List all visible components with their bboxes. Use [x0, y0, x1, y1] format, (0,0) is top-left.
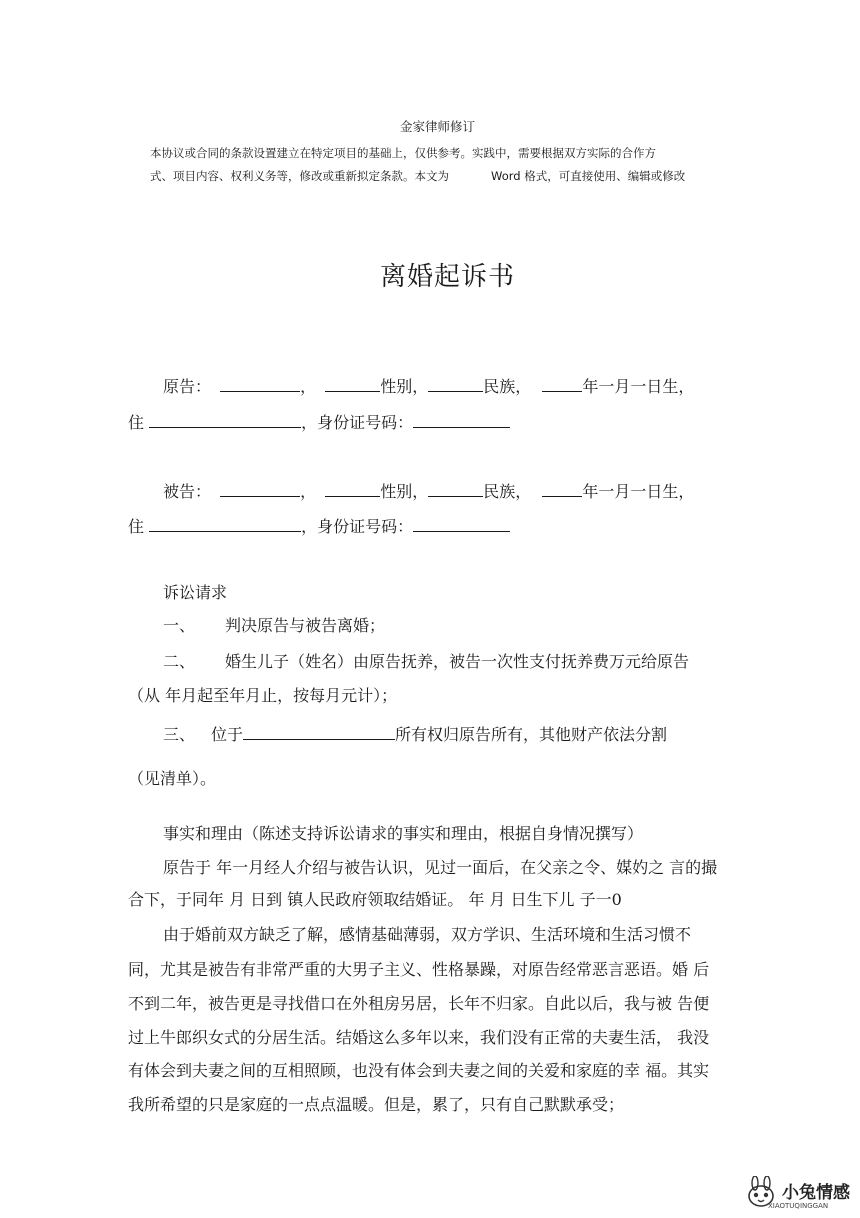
facts-p1-line1: 原告于 年一月经人介绍与被告认识，见过一面后，在父亲之令、媒妁之 言的撮	[163, 858, 718, 877]
claim-1-number: 一、	[163, 616, 196, 635]
plaintiff-gender-blank	[325, 377, 380, 392]
plaintiff-gender-label: 性别，	[380, 377, 429, 396]
watermark-sub: XIAOTUQINGGAN	[768, 1202, 829, 1210]
plaintiff-id-label: ，身份证号码：	[301, 413, 414, 432]
claim-1-text: 判决原告与被告离婚；	[225, 616, 386, 635]
claim-3-pre: 位于	[211, 725, 244, 744]
defendant-label: 被告：	[163, 482, 212, 501]
plaintiff-line	[163, 374, 694, 397]
claim-3-continuation: （见清单）。	[128, 769, 217, 788]
facts-p2-line2: 同，尤其是被告有非常严重的大男子主义、性格暴躁，对原告经常恶言恶语。婚 后	[128, 960, 710, 979]
claim-item-2	[163, 649, 689, 672]
plaintiff-birth-blank	[542, 377, 582, 392]
plaintiff-ethnicity-label: 民族，	[483, 377, 532, 396]
disclaimer-line-2a: 式、项目内容、权利义务等，修改或重新拟定条款。本文为	[150, 169, 449, 183]
defendant-line	[163, 479, 694, 502]
claim-3-property-blank	[243, 725, 395, 740]
disclaimer-line-2b: Word 格式，可直接使用、编辑或修改	[491, 169, 686, 183]
defendant-comma: ，	[300, 482, 317, 501]
claim-item-1	[163, 613, 385, 636]
defendant-address-line	[128, 514, 510, 537]
facts-p2-line3: 不到二年，被告更是寻找借口在外租房另居，长年不归家。自此以后，我与被 告便	[128, 994, 710, 1013]
defendant-birth-blank	[542, 482, 582, 497]
claim-3-number: 三、	[163, 725, 196, 744]
claim-2-continuation: （从 年月起至年月止，按每月元计）；	[128, 686, 398, 705]
plaintiff-label: 原告：	[163, 377, 212, 396]
claim-2-number: 二、	[163, 652, 196, 671]
claims-heading: 诉讼请求	[163, 583, 228, 602]
defendant-id-label: ，身份证号码：	[301, 517, 414, 536]
defendant-address-blank	[149, 517, 301, 532]
defendant-ethnicity-label: 民族，	[483, 482, 532, 501]
watermark-logo	[740, 1172, 855, 1216]
facts-p2-line6: 我所希望的只是家庭的一点点温暖。但是，累了，只有自己默默承受；	[128, 1095, 625, 1114]
defendant-ethnicity-blank	[428, 482, 483, 497]
disclaimer-line-1: 本协议或合同的条款设置建立在特定项目的基础上，仅供参考。实践中，需要根据双方实际的合作方	[150, 146, 656, 160]
claim-2-text: 婚生儿子（姓名）由原告抚养，被告一次性支付抚养费万元给原告	[225, 652, 690, 671]
plaintiff-ethnicity-blank	[428, 377, 483, 392]
plaintiff-address-label: 住	[128, 413, 145, 432]
defendant-birth-label: 年一月一日生，	[582, 482, 695, 501]
plaintiff-birth-label: 年一月一日生，	[582, 377, 695, 396]
defendant-address-label: 住	[128, 517, 145, 536]
reviser-note: 金家律师修订	[400, 119, 476, 134]
plaintiff-id-blank	[413, 413, 510, 428]
plaintiff-address-line	[128, 410, 510, 433]
document-title: 离婚起诉书	[380, 262, 516, 292]
defendant-gender-blank	[325, 482, 380, 497]
facts-p2-line1: 由于婚前双方缺乏了解，感情基础薄弱，双方学识、生活环境和生活习惯不	[163, 925, 692, 944]
claim-item-3	[163, 722, 667, 745]
defendant-name-blank	[220, 482, 300, 497]
defendant-gender-label: 性别，	[380, 482, 429, 501]
plaintiff-comma: ，	[300, 377, 317, 396]
watermark-name: 小兔情感	[782, 1183, 850, 1203]
facts-p2-line4: 过上牛郎织女式的分居生活。结婚这么多年以来，我们没有正常的夫妻生活， 我没	[128, 1028, 710, 1047]
defendant-id-blank	[413, 517, 510, 532]
plaintiff-name-blank	[220, 377, 300, 392]
claim-3-post: 所有权归原告所有，其他财产依法分割	[395, 725, 668, 744]
facts-p1-line2: 合下，于同年 月 日到 镇人民政府领取结婚证。 年 月 日生下儿 子一0	[128, 890, 622, 909]
facts-heading: 事实和理由（陈述支持诉讼请求的事实和理由，根据自身情况撰写）	[163, 824, 644, 843]
plaintiff-address-blank	[149, 413, 301, 428]
facts-p2-line5: 有体会到夫妻之间的互相照顾，也没有体会到夫妻之间的关爱和家庭的幸 福。其实	[128, 1061, 710, 1080]
